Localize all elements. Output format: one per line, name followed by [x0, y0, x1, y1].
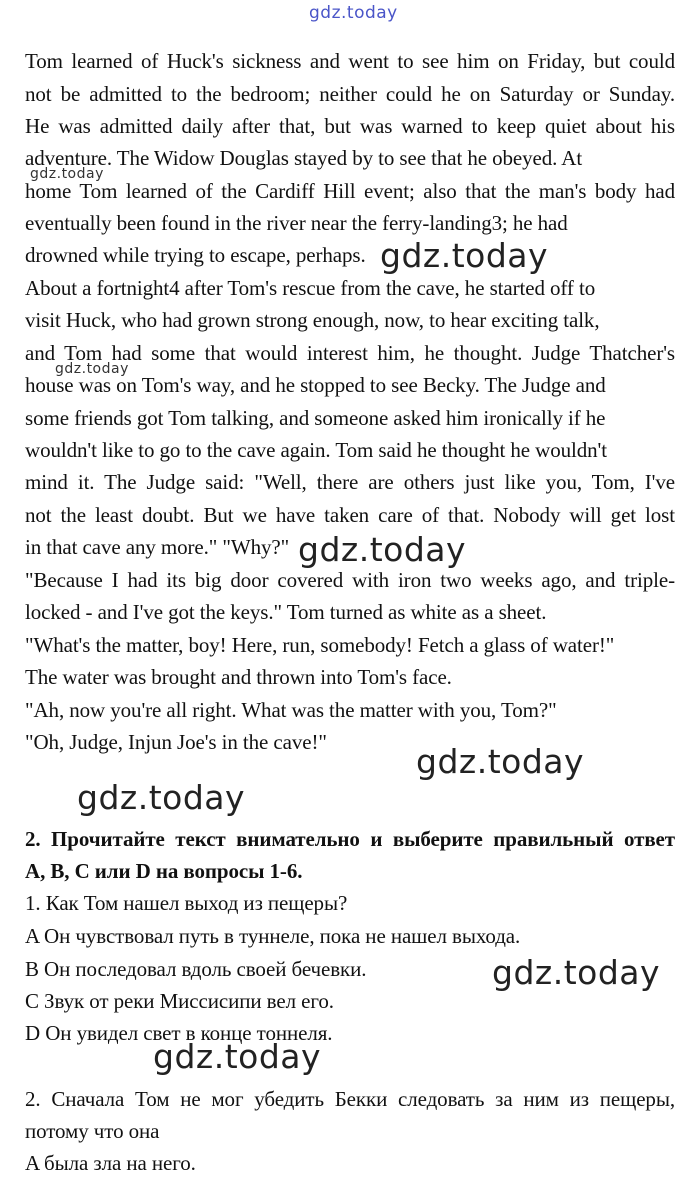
- question-1: 1. Как Том нашел выход из пещеры?: [25, 891, 348, 915]
- story-line: in that cave any more." "Why?": [25, 535, 290, 559]
- story-line: "Ah, now you're all right. What was the matter with you, Tom?": [25, 698, 557, 722]
- story-line: mind it. The Judge said: "Well, there are others just like you, Tom, I've: [25, 470, 675, 494]
- story-line: He was admitted daily after that, but was warned to keep quiet about his: [25, 114, 675, 138]
- story-line: some friends got Tom talking, and someone asked him ironically if he: [25, 406, 606, 430]
- story-line: Tom learned of Huck's sickness and went to see him on Friday, but could: [25, 49, 675, 73]
- watermark-top: gdz.today: [309, 3, 398, 23]
- question-1-option-b: B Он последовал вдоль своей бечевки.: [25, 957, 367, 981]
- story-line: "What's the matter, boy! Here, run, somebody! Fetch a glass of water!": [25, 633, 615, 657]
- story-line: drowned while trying to escape, perhaps.: [25, 243, 366, 267]
- story-line: "Because I had its big door covered with iron two weeks ago, and triple-: [25, 568, 675, 592]
- watermark-large: gdz.today: [77, 778, 246, 817]
- story-line: eventually been found in the river near the ferry-landing3; he had: [25, 211, 568, 235]
- watermark-large: gdz.today: [153, 1037, 322, 1076]
- watermark-small: gdz.today: [30, 166, 104, 182]
- question-1-option-a: A Он чувствовал путь в туннеле, пока не нашел выхода.: [25, 924, 521, 948]
- watermark-large: gdz.today: [298, 530, 467, 569]
- story-line: locked - and I've got the keys." Tom turned as white as a sheet.: [25, 600, 547, 624]
- story-line: The water was brought and thrown into Tom's face.: [25, 665, 452, 689]
- task-heading-continued: A, B, C или D на вопросы 1-6.: [25, 859, 303, 883]
- story-line: About a fortnight4 after Tom's rescue from the cave, he started off to: [25, 276, 596, 300]
- watermark-small: gdz.today: [55, 361, 129, 377]
- watermark-large: gdz.today: [416, 742, 585, 781]
- story-line: not the least doubt. But we have taken care of that. Nobody will get lost: [25, 503, 675, 527]
- story-line: not be admitted to the bedroom; neither could he on Saturday or Sunday.: [25, 82, 675, 106]
- story-line: home Tom learned of the Cardiff Hill event; also that the man's body had: [25, 179, 675, 203]
- story-line: and Tom had some that would interest him, he thought. Judge Thatcher's: [25, 341, 675, 365]
- question-2: 2. Сначала Том не мог убедить Бекки следовать за ним из пещеры,: [25, 1087, 675, 1111]
- story-line: "Oh, Judge, Injun Joe's in the cave!": [25, 730, 327, 754]
- story-line: adventure. The Widow Douglas stayed by to see that he obeyed. At: [25, 146, 583, 170]
- question-2-option-a: A была зла на него.: [25, 1151, 196, 1175]
- question-1-option-d: D Он увидел свет в конце тоннеля.: [25, 1021, 333, 1045]
- story-line: house was on Tom's way, and he stopped to see Becky. The Judge and: [25, 373, 606, 397]
- story-line: visit Huck, who had grown strong enough, now, to hear exciting talk,: [25, 308, 600, 332]
- watermark-large: gdz.today: [380, 236, 549, 275]
- question-1-option-c: C Звук от реки Миссисипи вел его.: [25, 989, 334, 1013]
- watermark-large: gdz.today: [492, 953, 661, 992]
- task-heading: 2. Прочитайте текст внимательно и выберите правильный ответ: [25, 827, 675, 851]
- question-2-continued: потому что она: [25, 1119, 160, 1143]
- story-line: wouldn't like to go to the cave again. Tom said he thought he wouldn't: [25, 438, 607, 462]
